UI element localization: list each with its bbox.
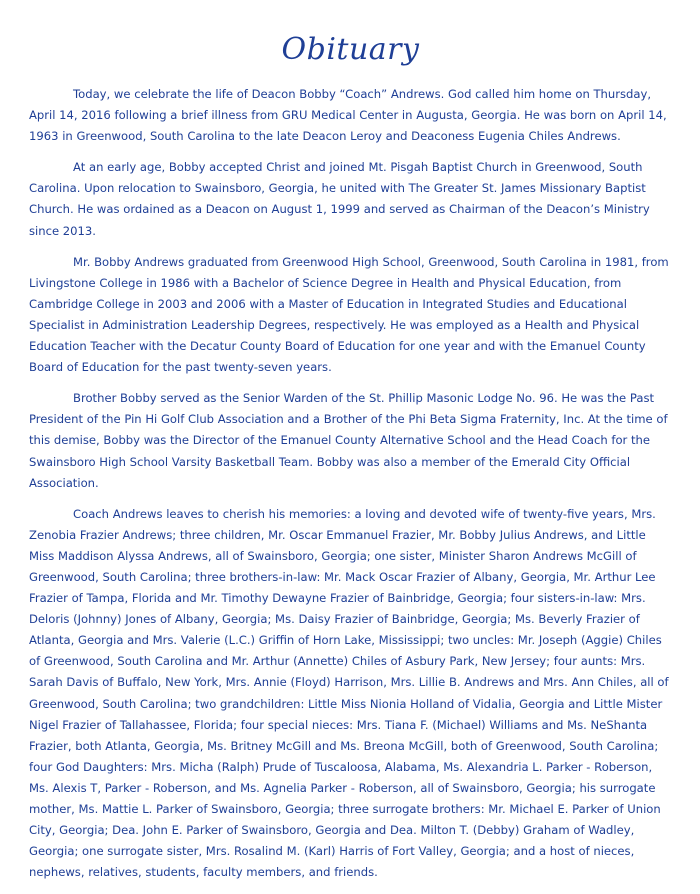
page-title: Obituary (281, 32, 420, 67)
paragraph-survivors: Coach Andrews leaves to cherish his memories: a loving and devoted wife of twenty-five years, Mrs. Zenobia Frazier Andrews; three children, Mr. Oscar Emmanuel Frazier, Mr. Bobby Julius Andrews, and Little Miss Maddison Alyssa Andrews, all of Swainsboro, Georgia; one sister, Minister Sharon Andrews McGill of Greenwood, South Carolina; three brothers-in-law: Mr. Mack Oscar Frazier of Albany, Georgia, Mr. Arthur Lee Frazier of Tampa, Florida and Mr. Timothy Dewayne Frazier of Bainbridge, Georgia; four sisters-in-law: Mrs. Deloris (Johnny) Jones of Albany, Georgia; Ms. Daisy Frazier of Bainbridge, Georgia; Ms. Beverly Frazier of Atlanta, Georgia and Mrs. Valerie (L.C.) Griffin of Horn Lake, Mississippi; two uncles: Mr. Joseph (Aggie) Chiles of Greenwood, South Carolina and Mr. Arthur (Annette) Chiles of Asbury Park, New Jersey; four aunts: Mrs. Sarah Davis of Buffalo, New York, Mrs. Annie (Floyd) Harrison, Mrs. Lillie B. Andrews and Mrs. Ann Chiles, all of Greenwood, South Carolina; two grandchildren: Little Miss Nionia Holland of Vidalia, Georgia and Little Mister Nigel Frazier of Tallahassee, Florida; four special nieces: Mrs. Tiana F. (Michael) Williams and Ms. NeShanta Frazier, both Atlanta, Georgia, Ms. Britney McGill and Ms. Breona McGill, both of Greenwood, South Carolina; four God Daughters: Mrs. Micha (Ralph) Prude of Tuscaloosa, Alabama, Ms. Alexandria L. Parker - Roberson, Ms. Alexis T, Parker - Roberson, and Ms. Agnelia Parker - Roberson, all of Swainsboro, Georgia; his surrogate mother, Ms. Mattie L. Parker of Swainsboro, Georgia; three surrogate brothers: Mr. Michael E. Parker of Union City, Georgia; Dea. John E. Parker of Swainsboro, Georgia and Dea. Milton T. (Debby) Graham of Wadley, Georgia; one surrogate sister, Mrs. Rosalind M. (Karl) Harris of Fort Valley, Georgia; and a host of nieces, nephews, relatives, students, faculty members, and friends. (29, 506, 669, 880)
paragraph-celebration: Today, we celebrate the life of Deacon Bobby “Coach” Andrews. God called him home on Thursday, April 14, 2016 following a brief illness from GRU Medical Center in Augusta, Georgia. He was born on April 14, 1963 in Greenwood, South Carolina to the late Deacon Leroy and Deaconess Eugenia Chiles Andrews. (29, 87, 667, 144)
paragraph-education: Mr. Bobby Andrews graduated from Greenwood High School, Greenwood, South Carolina in 1981, from Livingstone College in 1986 with a Bachelor of Science Degree in Health and Physical Education, from Cambridge College in 2003 and 2006 with a Master of Education in Integrated Studies and Educational Specialist in Administration Leadership Degrees, respectively. He was employed as a Health and Physical Education Teacher with the Decatur County Board of Education for one year and with the Emanuel County Board of Education for the past twenty-seven years. (29, 254, 669, 375)
paragraph-service: Brother Bobby served as the Senior Warden of the St. Phillip Masonic Lodge No. 96. He was the Past President of the Pin Hi Golf Club Association and a Brother of the Phi Beta Sigma Fraternity, Inc. At the time of this demise, Bobby was the Director of the Emanuel County Alternative School and the Head Coach for the Swainsboro High School Varsity Basketball Team. Bobby was also a member of the Emerald City Official Association. (29, 391, 668, 490)
paragraph-faith: At an early age, Bobby accepted Christ and joined Mt. Pisgah Baptist Church in Greenwood, South Carolina. Upon relocation to Swainsboro, Georgia, he united with The Greater St. James Missionary Baptist Church. He was ordained as a Deacon on August 1, 1999 and served as Chairman of the Deacon’s Ministry since 2013. (29, 160, 650, 238)
